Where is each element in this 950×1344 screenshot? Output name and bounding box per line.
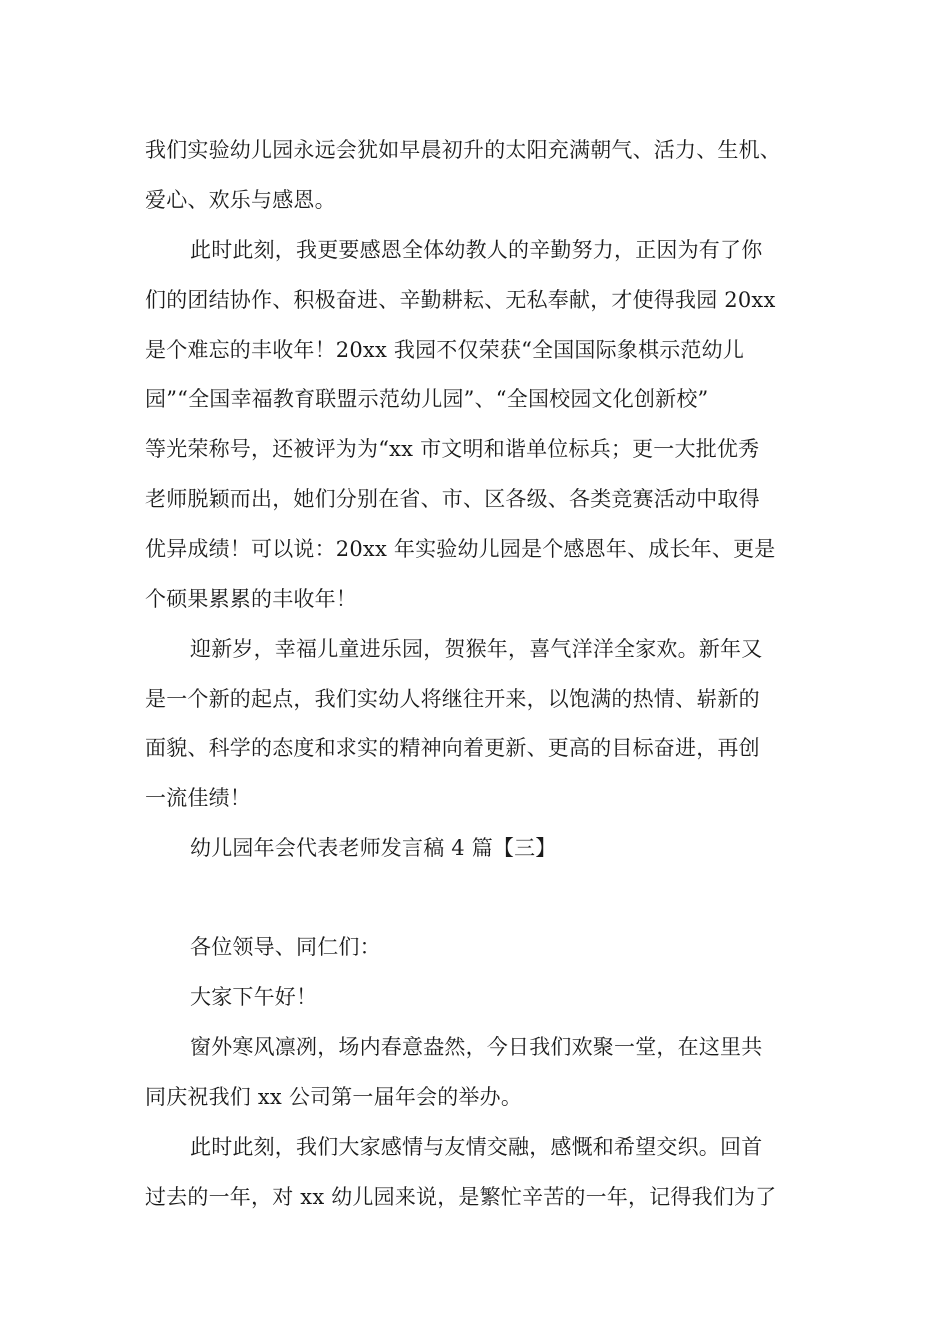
- paragraph-line: 们的团结协作、积极奋进、辛勤耕耘、无私奉献，才使得我园 20xx: [145, 288, 776, 312]
- paragraph-line: 窗外寒风凛冽，场内春意盎然，今日我们欢聚一堂，在这里共: [190, 1035, 763, 1059]
- paragraph-line: 同庆祝我们 xx 公司第一届年会的举办。: [145, 1085, 523, 1109]
- paragraph-line: 此时此刻，我们大家感情与友情交融，感慨和希望交织。回首: [190, 1135, 763, 1159]
- paragraph-line: 老师脱颖而出，她们分别在省、市、区各级、各类竞赛活动中取得: [145, 487, 760, 511]
- paragraph-line: 面貌、科学的态度和求实的精神向着更新、更高的目标奋进，再创: [145, 736, 760, 760]
- paragraph-line: 爱心、欢乐与感恩。: [145, 188, 336, 212]
- paragraph-line: 此时此刻，我更要感恩全体幼教人的辛勤努力，正因为有了你: [190, 238, 763, 262]
- paragraph-line: 园”“全国幸福教育联盟示范幼儿园”、“全国校园文化创新校”: [145, 387, 709, 411]
- paragraph-line: 是个难忘的丰收年！20xx 我园不仅荣获“全国国际象棋示范幼儿: [145, 338, 745, 362]
- greeting-line: 大家下午好！: [190, 985, 318, 1009]
- section-heading: 幼儿园年会代表老师发言稿 4 篇【三】: [190, 836, 557, 860]
- paragraph-line: 优异成绩！可以说：20xx 年实验幼儿园是个感恩年、成长年、更是: [145, 537, 776, 561]
- paragraph-line: 迎新岁，幸福儿童进乐园，贺猴年，喜气洋洋全家欢。新年又: [190, 637, 763, 661]
- paragraph-line: 个硕果累累的丰收年！: [145, 587, 357, 611]
- paragraph-line: 等光荣称号，还被评为为“xx 市文明和谐单位标兵；更一大批优秀: [145, 437, 760, 461]
- paragraph-line: 是一个新的起点，我们实幼人将继往开来，以饱满的热情、崭新的: [145, 687, 760, 711]
- paragraph-line: 一流佳绩！: [145, 786, 251, 810]
- greeting-line: 各位领导、同仁们：: [190, 935, 381, 959]
- paragraph-line: 我们实验幼儿园永远会犹如早晨初升的太阳充满朝气、活力、生机、: [145, 138, 781, 162]
- paragraph-line: 过去的一年，对 xx 幼儿园来说，是繁忙辛苦的一年，记得我们为了: [145, 1185, 777, 1209]
